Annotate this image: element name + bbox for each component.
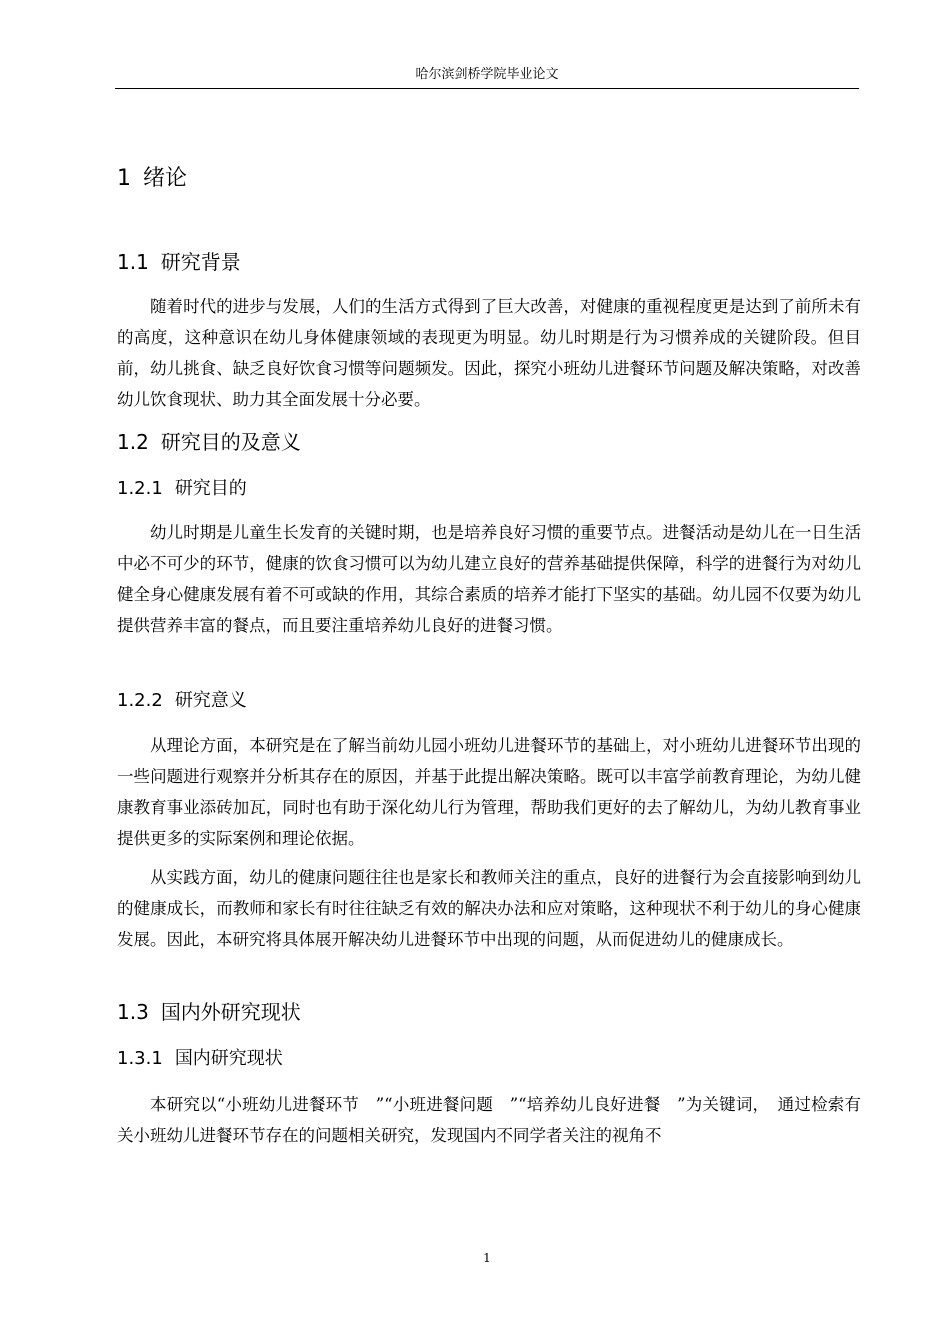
header-divider (115, 88, 859, 89)
section-title: 国内外研究现状 (160, 1000, 301, 1024)
section-number: 1.3 (117, 1000, 149, 1024)
running-header: 哈尔滨剑桥学院毕业论文 (415, 67, 559, 82)
subsection-title: 研究意义 (174, 690, 247, 711)
page-number: 1 (483, 1251, 491, 1265)
chapter-heading (117, 164, 187, 194)
paragraph-domestic-research: 本研究以“小班幼儿进餐环节 ”“小班进餐问题 ”“培养幼儿良好进餐 ”为关键词， 通过检索有关小班幼儿进餐环节存在的问题相关研究，发现国内不同学者关注的视角不 (117, 1095, 861, 1145)
paragraph-research-background: 随着时代的进步与发展，人们的生活方式得到了巨大改善，对健康的重视程度更是达到了前所未有的高度，这种意识在幼儿身体健康领域的表现更为明显。幼儿时期是行为习惯养成的关键阶段。但目前，幼儿挑食、缺乏良好饮食习惯等问题频发。因此，探究小班幼儿进餐环节问题及解决策略，对改善幼儿饮食现状、助力其全面发展十分必要。 (117, 297, 861, 409)
subsection-title: 国内研究现状 (174, 1048, 283, 1069)
section-title: 研究目的及意义 (160, 430, 301, 454)
subsection-title: 研究目的 (174, 478, 247, 499)
section-title: 研究背景 (160, 250, 241, 274)
paragraph-research-significance-theory: 从理论方面，本研究是在了解当前幼儿园小班幼儿进餐环节的基础上，对小班幼儿进餐环节出现的一些问题进行观察并分析其存在的原因，并基于此提出解决策略。既可以丰富学前教育理论，为幼儿健康教育事业添砖加瓦，同时也有助于深化幼儿行为管理，帮助我们更好的去了解幼儿，为幼儿教育事业提供更多的实际案例和理论依据。 (117, 736, 861, 848)
subsection-heading-1-2-1 (117, 476, 247, 502)
paragraph-research-purpose: 幼儿时期是儿童生长发育的关键时期，也是培养良好习惯的重要节点。进餐活动是幼儿在一日生活中必不可少的环节，健康的饮食习惯可以为幼儿建立良好的营养基础提供保障，科学的进餐行为对幼儿健全身心健康发展有着不可或缺的作用，其综合素质的培养才能打下坚实的基础。幼儿园不仅要为幼儿提供营养丰富的餐点，而且要注重培养幼儿良好的进餐习惯。 (117, 523, 861, 635)
section-number: 1.1 (117, 250, 149, 274)
section-heading-1-3 (117, 998, 301, 1026)
subsection-number: 1.2.1 (117, 478, 163, 499)
paragraph-research-significance-practice: 从实践方面，幼儿的健康问题往往也是家长和教师关注的重点，良好的进餐行为会直接影响到幼儿的健康成长，而教师和家长有时往往缺乏有效的解决办法和应对策略，这种现状不利于幼儿的身心健康发展。因此，本研究将具体展开解决幼儿进餐环节中出现的问题，从而促进幼儿的健康成长。 (117, 868, 861, 949)
subsection-heading-1-2-2 (117, 688, 247, 714)
subsection-heading-1-3-1 (117, 1046, 283, 1072)
chapter-number: 1 (117, 166, 131, 191)
section-heading-1-1 (117, 248, 241, 276)
section-number: 1.2 (117, 430, 149, 454)
section-heading-1-2 (117, 428, 301, 456)
chapter-title: 绪论 (143, 166, 188, 191)
subsection-number: 1.2.2 (117, 690, 163, 711)
subsection-number: 1.3.1 (117, 1048, 163, 1069)
